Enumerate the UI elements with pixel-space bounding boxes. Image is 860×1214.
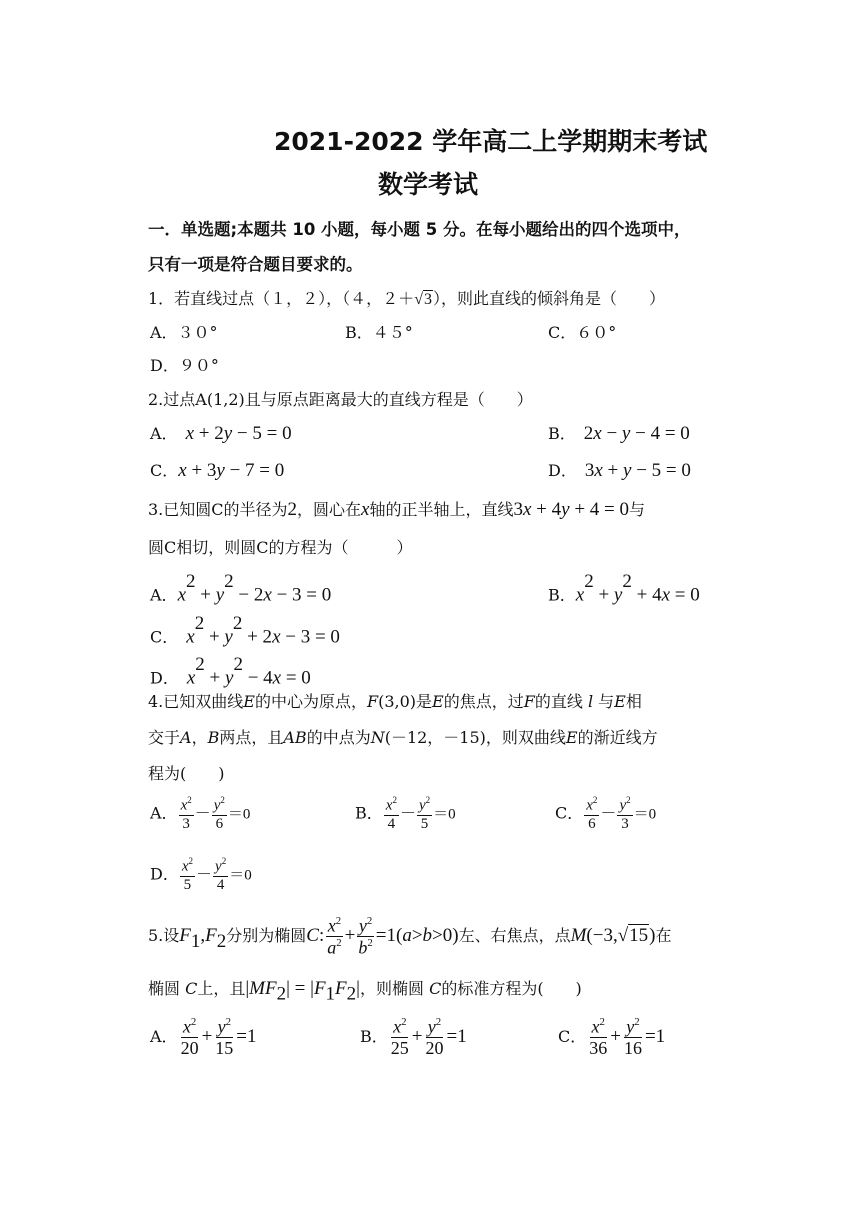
- question-1-option-b[interactable]: B．４５°: [345, 323, 413, 342]
- section-heading-line1: 一．单选题;本题共 10 小题，每小题 5 分。在每小题给出的四个选项中，: [148, 220, 691, 239]
- question-3-option-b[interactable]: B．$x^2 + y^2 + 4x = 0$: [548, 571, 700, 606]
- question-1-option-c[interactable]: C．６０°: [548, 323, 617, 342]
- question-4-option-c[interactable]: C． $\frac{x^2}{6}$ － $\frac{y^2}{3}$ ＝0: [555, 795, 657, 832]
- question-3-stem-line1: 3.已知圆C的半径为2，圆心在x轴的正半轴上，直线3x + 4y + 4 = 0与: [148, 499, 646, 520]
- question-2-stem: 2.过点A(1,2)且与原点距离最大的直线方程是（ ）: [148, 390, 533, 409]
- page-title: 2021-2022 学年高二上学期期末考试: [274, 127, 708, 156]
- question-1-option-a[interactable]: A．３０°: [150, 323, 218, 342]
- question-3-option-d[interactable]: D． $x^2 + y^2 - 4x = 0$: [150, 654, 311, 689]
- question-5-option-b[interactable]: B． $\frac{x^2}{25}$ + $\frac{y^2}{20}$ =1: [360, 1016, 467, 1059]
- question-3-option-a[interactable]: A．$x^2 + y^2 - 2x - 3 = 0$: [150, 571, 332, 606]
- question-2-option-c[interactable]: C．x + 3y − 7 = 0: [150, 460, 285, 481]
- question-5-option-a[interactable]: A． $\frac{x^2}{20}$ + $\frac{y^2}{15}$ =1: [150, 1016, 257, 1059]
- question-3-stem-line2: 圆C相切，则圆C的方程为（ ）: [148, 538, 413, 557]
- question-4-option-a[interactable]: A． $\frac{x^2}{3}$ － $\frac{y^2}{6}$ ＝0: [150, 795, 251, 832]
- question-2-option-d[interactable]: D． 3x + y − 5 = 0: [548, 460, 691, 481]
- question-1-stem: 1．若直线过点（１，２），（４，２＋√3），则此直线的倾斜角是（ ）: [148, 289, 665, 308]
- question-3-option-c[interactable]: C． $x^2 + y^2 + 2x - 3 = 0$: [150, 613, 340, 648]
- question-4-stem-line3: 程为( ): [148, 764, 225, 783]
- question-4-stem-line1: 4.已知双曲线E的中心为原点，F(3,0)是E的焦点，过F的直线 l 与E相: [148, 692, 642, 711]
- question-5-option-c[interactable]: C． $\frac{x^2}{36}$ + $\frac{y^2}{16}$ =1: [558, 1016, 666, 1059]
- question-4-stem-line2: 交于A，B两点，且AB的中点为N(－12，－15)，则双曲线E的渐近线方: [148, 728, 658, 747]
- question-4-option-b[interactable]: B． $\frac{x^2}{4}$ － $\frac{y^2}{5}$ ＝0: [355, 795, 456, 832]
- question-2-option-a[interactable]: A． x + 2y − 5 = 0: [150, 423, 292, 444]
- question-1-option-d[interactable]: D．９０°: [150, 356, 219, 375]
- question-4-option-d[interactable]: D． $\frac{x^2}{5}$ － $\frac{y^2}{4}$ ＝0: [150, 856, 252, 893]
- question-5-stem-line1: 5.设$F_1,F_2$分别为椭圆C: $\frac{x^2}{a^2}$ + $\frac{y^2}{b^2}$ =1(a>b>0)左、右焦点，点M(−3,√15)在: [148, 915, 672, 958]
- question-2-option-b[interactable]: B． 2x − y − 4 = 0: [548, 423, 690, 444]
- section-heading-line2: 只有一项是符合题目要求的。: [148, 255, 363, 274]
- question-5-stem-line2: 椭圆 C上，且$|MF_2| = |F_1F_2|$，则椭圆 C的标准方程为( ): [148, 978, 582, 1005]
- page-subtitle: 数学考试: [378, 170, 479, 199]
